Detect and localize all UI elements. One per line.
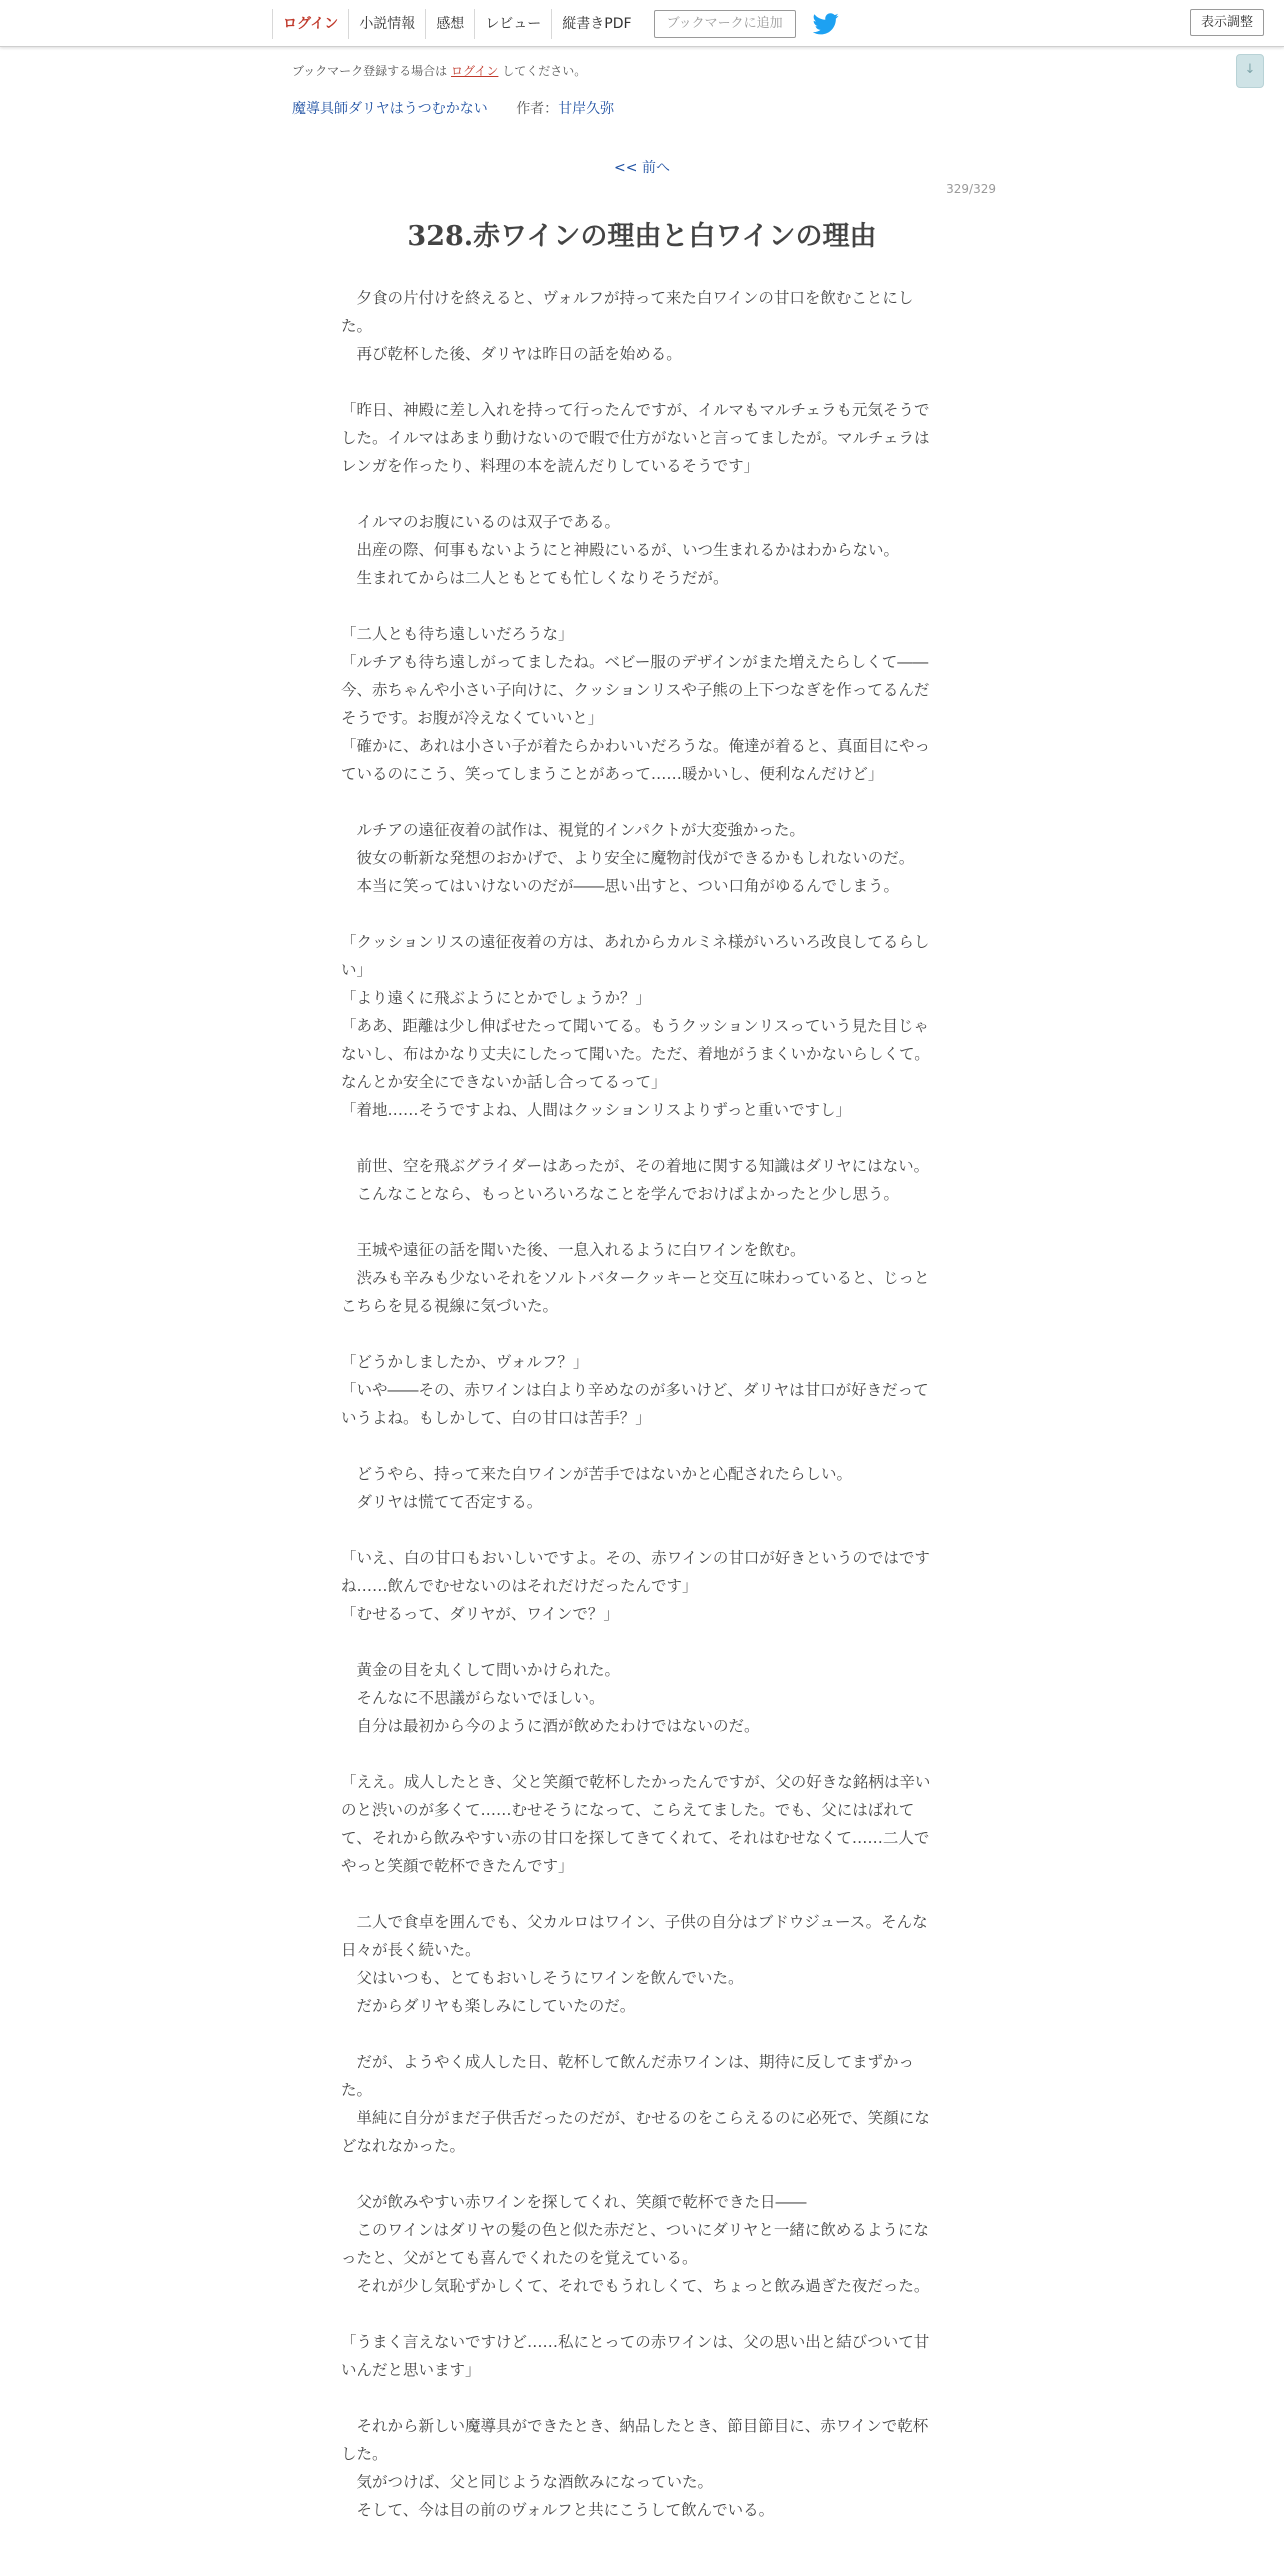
- top-nav-menu: [272, 8, 840, 40]
- blank-line: [341, 2384, 935, 2412]
- blank-line: [341, 1432, 935, 1460]
- novel-title-link[interactable]: 魔導具師ダリヤはうつむかない: [292, 101, 488, 117]
- body-paragraph: 黄金の目を丸くして問いかけられた。: [341, 1661, 621, 1679]
- blank-line: [341, 2300, 935, 2328]
- body-paragraph: どうやら、持って来た白ワインが苦手ではないかと心配されたらしい。: [341, 1465, 853, 1483]
- body-paragraph: ダリヤは慌てて否定する。: [341, 1493, 543, 1511]
- novel-body-text: [341, 284, 935, 2524]
- body-paragraph: 「いえ、白の甘口もおいしいですよ。その、赤ワインの甘口が好きというのではですね……飲んでむせないのはそれだけだったんです」: [341, 1549, 930, 1595]
- body-paragraph: 「クッションリスの遠征夜着の方は、あれからカルミネ様がいろいろ改良してるらしい」: [341, 933, 930, 979]
- nav-impressions-link[interactable]: 感想: [425, 9, 474, 39]
- blank-line: [341, 1880, 935, 1908]
- body-paragraph: 「より遠くに飛ぶようにとかでしょうか？」: [341, 989, 652, 1007]
- blank-line: [341, 1628, 935, 1656]
- body-paragraph: だからダリヤも楽しみにしていたのだ。: [341, 1997, 636, 2015]
- body-paragraph: こんなことなら、もっといろいろなことを学んでおけばよかったと少し思う。: [341, 1185, 900, 1203]
- display-settings-button[interactable]: 表示調整: [1190, 9, 1264, 36]
- bookmark-login-note: [292, 62, 586, 79]
- body-paragraph: そして、今は目の前のヴォルフと共にこうして飲んでいる。: [341, 2501, 775, 2519]
- body-paragraph: 「ええ。成人したとき、父と笑顔で乾杯したかったんですが、父の好きな銘柄は辛いのと渋いのが多くて……むせそうになって、こらえてました。でも、父にはばれてて、それから飲みやすい赤の甘口を探してきてくれて、それはむせなくて……二人でやっと笑顔で乾杯できたんです」: [341, 1773, 931, 1875]
- nav-novel-info-link[interactable]: 小説情報: [348, 9, 425, 39]
- bookmark-note-suffix: してください。: [502, 64, 587, 78]
- body-paragraph: 気がつけば、父と同じような酒飲みになっていた。: [341, 2473, 714, 2491]
- twitter-share-button[interactable]: [812, 12, 840, 36]
- body-paragraph: 「ルチアも待ち遠しがってましたね。ベビー服のデザインがまた増えたらしくて――今、赤ちゃんや小さい子向けに、クッションリスや子熊の上下つなぎを作ってるんだそうです。お腹が冷えなくていいと」: [341, 653, 930, 727]
- body-paragraph: 出産の際、何事もないようにと神殿にいるが、いつ生まれるかはわからない。: [341, 541, 900, 559]
- twitter-bird-icon: [813, 13, 839, 35]
- body-paragraph: それが少し気恥ずかしくて、それでもうれしくて、ちょっと飲み過ぎた夜だった。: [341, 2277, 930, 2295]
- blank-line: [341, 1124, 935, 1152]
- body-paragraph: 夕食の片付けを終えると、ヴォルフが持って来た白ワインの甘口を飲むことにした。: [341, 289, 914, 335]
- body-paragraph: 「どうかしましたか、ヴォルフ？」: [341, 1353, 589, 1371]
- body-paragraph: 「確かに、あれは小さい子が着たらかわいいだろうな。俺達が着ると、真面目にやっているのにこう、笑ってしまうことがあって……暖かいし、便利なんだけど」: [341, 737, 931, 783]
- body-paragraph: イルマのお腹にいるのは双子である。: [341, 513, 621, 531]
- author-link[interactable]: 甘岸久弥: [558, 101, 615, 117]
- body-paragraph: 「ああ、距離は少し伸ばせたって聞いてる。もうクッションリスっていう見た目じゃないし、布はかなり丈夫にしたって聞いた。ただ、着地がうまくいかないらしくて。なんとか安全にできないか話し合ってるって」: [341, 1017, 930, 1091]
- body-paragraph: ルチアの遠征夜着の試作は、視覚的インパクトが大変強かった。: [341, 821, 805, 839]
- body-paragraph: 二人で食卓を囲んでも、父カルロはワイン、子供の自分はブドウジュース。そんな日々が長く続いた。: [341, 1913, 928, 1959]
- blank-line: [341, 2160, 935, 2188]
- blank-line: [341, 368, 935, 396]
- blank-line: [341, 1516, 935, 1544]
- author-label: 作者：: [516, 101, 559, 117]
- bookmark-note-prefix: ブックマーク登録する場合は: [292, 64, 448, 78]
- blank-line: [341, 1740, 935, 1768]
- body-paragraph: それから新しい魔導具ができたとき、納品したとき、節目節目に、赤ワインで乾杯した。: [341, 2417, 929, 2463]
- blank-line: [341, 2020, 935, 2048]
- blank-line: [341, 1208, 935, 1236]
- body-paragraph: 「むせるって、ダリヤが、ワインで？」: [341, 1605, 619, 1623]
- top-navigation-bar: [0, 0, 1284, 47]
- body-paragraph: 前世、空を飛ぶグライダーはあったが、その着地に関する知識はダリヤにはない。: [341, 1157, 930, 1175]
- blank-line: [341, 480, 935, 508]
- body-paragraph: 再び乾杯した後、ダリヤは昨日の話を始める。: [341, 345, 682, 363]
- body-paragraph: 生まれてからは二人ともとても忙しくなりそうだが。: [341, 569, 729, 587]
- body-paragraph: 「いや――その、赤ワインは白より辛めなのが多いけど、ダリヤは甘口が好きだっていうよね。もしかして、白の甘口は苦手？」: [341, 1381, 929, 1427]
- body-paragraph: 「二人とも待ち遠しいだろうな」: [341, 625, 574, 643]
- body-paragraph: そんなに不思議がらないでほしい。: [341, 1689, 605, 1707]
- body-paragraph: 父はいつも、とてもおいしそうにワインを飲んでいた。: [341, 1969, 744, 1987]
- body-paragraph: 渋みも辛みも少ないそれをソルトバタークッキーと交互に味わっていると、じっとこちらを見る視線に気づいた。: [341, 1269, 930, 1315]
- bookmark-note-login-link[interactable]: ログイン: [451, 64, 499, 78]
- blank-line: [341, 788, 935, 816]
- body-paragraph: 「うまく言えないですけど……私にとっての赤ワインは、父の思い出と結びついて甘いんだと思います」: [341, 2333, 930, 2379]
- body-paragraph: 王城や遠征の話を聞いた後、一息入れるように白ワインを飲む。: [341, 1241, 806, 1259]
- body-paragraph: 父が飲みやすい赤ワインを探してくれ、笑顔で乾杯できた日――: [341, 2193, 807, 2211]
- blank-line: [341, 1320, 935, 1348]
- body-paragraph: 「昨日、神殿に差し入れを持って行ったんですが、イルマもマルチェラも元気そうでした。イルマはあまり動けないので暇で仕方がないと言ってましたが。マルチェラはレンガを作ったり、料理の本を読んだりしているそうです」: [341, 401, 930, 475]
- body-paragraph: 彼女の斬新な発想のおかげで、より安全に魔物討伐ができるかもしれないのだ。: [341, 849, 915, 867]
- body-paragraph: 単純に自分がまだ子供舌だったのだが、むせるのをこらえるのに必死で、笑顔になどなれなかった。: [341, 2109, 930, 2155]
- body-paragraph: 自分は最初から今のように酒が飲めたわけではないのだ。: [341, 1717, 760, 1735]
- nav-login-link[interactable]: ログイン: [272, 9, 348, 39]
- blank-line: [341, 900, 935, 928]
- blank-line: [341, 592, 935, 620]
- add-bookmark-button[interactable]: ブックマークに追加: [654, 10, 796, 38]
- chapter-title: 328.赤ワインの理由と白ワインの理由: [407, 221, 877, 252]
- body-paragraph: 本当に笑ってはいけないのだが――思い出すと、つい口角がゆるんでしまう。: [341, 877, 900, 895]
- scroll-down-button[interactable]: ↓: [1236, 54, 1264, 88]
- body-paragraph: このワインはダリヤの髪の色と似た赤だと、ついにダリヤと一緒に飲めるようになったと、父がとても喜んでくれたのを覚えている。: [341, 2221, 929, 2267]
- body-paragraph: だが、ようやく成人した日、乾杯して飲んだ赤ワインは、期待に反してまずかった。: [341, 2053, 915, 2099]
- prev-chapter-link[interactable]: << 前へ: [614, 160, 670, 176]
- nav-vertical-pdf-link[interactable]: 縦書きPDF: [551, 9, 641, 39]
- body-paragraph: 「着地……そうですよね、人間はクッションリスよりずっと重いですし」: [341, 1101, 851, 1119]
- novel-info: [292, 98, 614, 118]
- nav-review-link[interactable]: レビュー: [474, 9, 551, 39]
- chapter-counter: 329/329: [946, 182, 996, 196]
